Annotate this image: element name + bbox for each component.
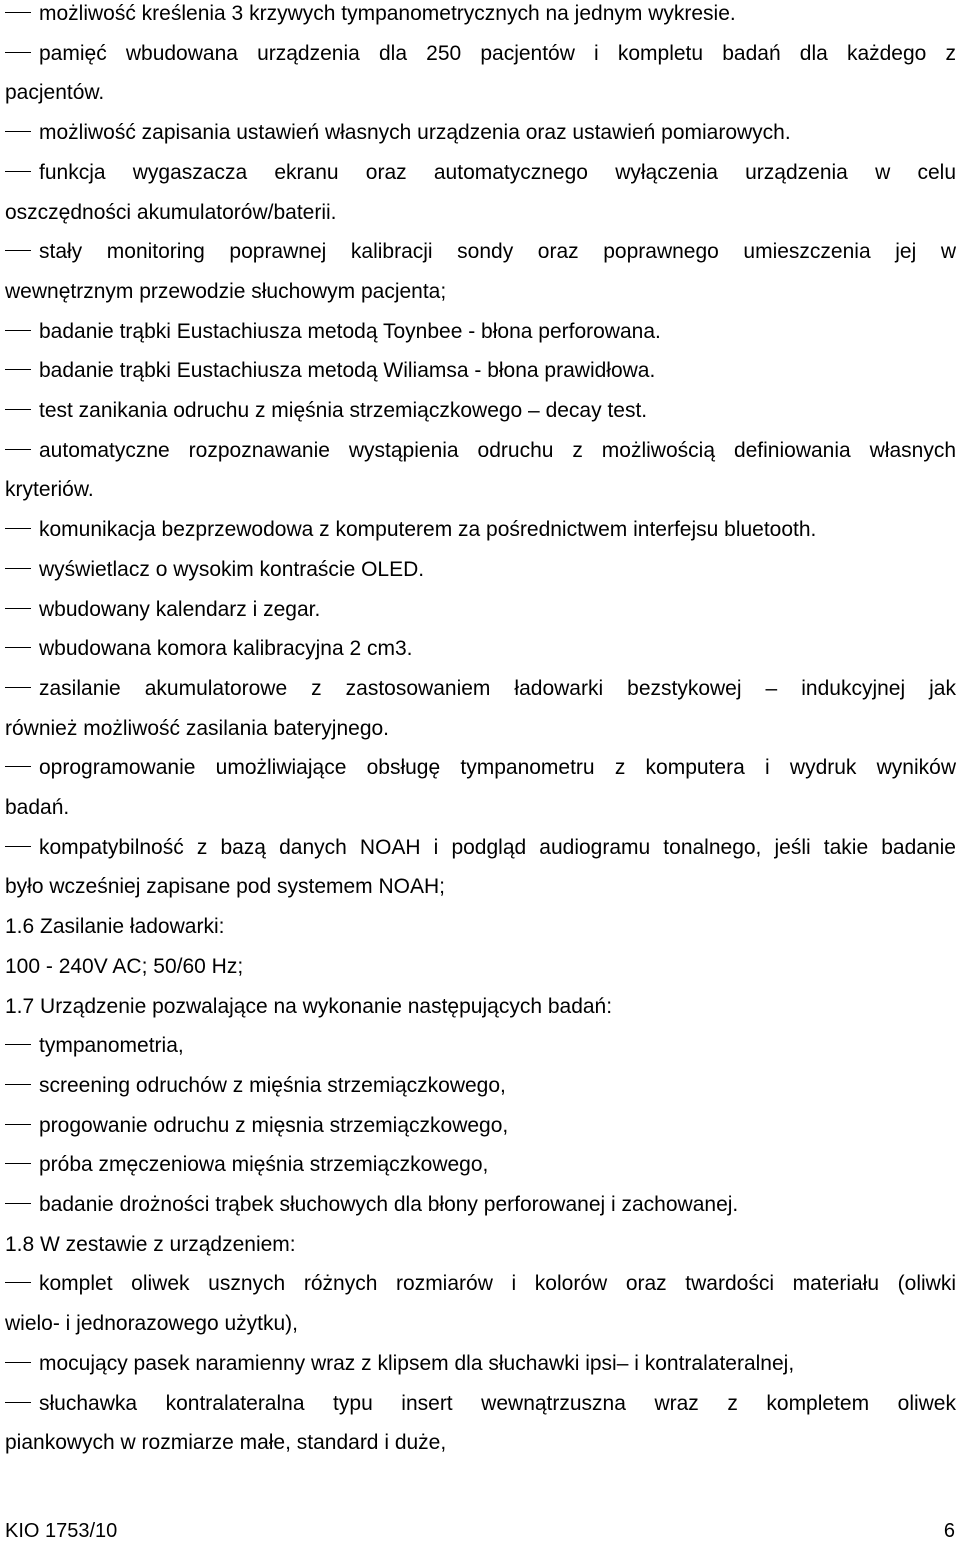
list-item-line	[5, 1271, 956, 1297]
footer-page-number: 6	[943, 1520, 955, 1542]
line-text: wewnętrznym przewodzie słuchowym pacjenta;	[5, 280, 447, 303]
list-item-line	[5, 319, 956, 345]
line-text: było wcześniej zapisane pod systemem NOAH;	[5, 875, 446, 898]
line-text: 1.6 Zasilanie ładowarki:	[5, 915, 225, 938]
text-line	[5, 994, 956, 1020]
list-item-line	[5, 160, 956, 186]
dash-bullet	[5, 52, 31, 53]
dash-bullet	[5, 608, 31, 609]
footer-doc-ref: KIO 1753/10	[5, 1520, 118, 1542]
dash-bullet	[5, 647, 31, 648]
line-text: zasilanie akumulatorowe z zastosowaniem ładowarki bezstykowej – indukcyjnej jak	[39, 677, 956, 700]
list-item-line	[5, 398, 956, 424]
dash-bullet	[5, 1044, 31, 1045]
list-item-line	[5, 1033, 956, 1059]
list-item-line	[5, 557, 956, 583]
line-text: mocujący pasek naramienny wraz z klipsem dla słuchawki ipsi– i kontralateralnej,	[39, 1352, 795, 1375]
text-line	[5, 1311, 956, 1337]
text-line	[5, 1232, 956, 1258]
line-text: 1.8 W zestawie z urządzeniem:	[5, 1233, 296, 1256]
list-item-line	[5, 1391, 956, 1417]
line-text: możliwość zapisania ustawień własnych urządzenia oraz ustawień pomiarowych.	[39, 121, 791, 144]
dash-bullet	[5, 687, 31, 688]
line-text: wielo- i jednorazowego użytku),	[5, 1312, 298, 1335]
dash-bullet	[5, 1203, 31, 1204]
line-text: komunikacja bezprzewodowa z komputerem za pośrednictwem interfejsu bluetooth.	[39, 518, 817, 541]
line-text: oprogramowanie umożliwiające obsługę tympanometru z komputera i wydruk wyników	[39, 756, 956, 779]
line-text: oszczędności akumulatorów/baterii.	[5, 201, 337, 224]
list-item-line	[5, 41, 956, 67]
line-text: stały monitoring poprawnej kalibracji sondy oraz poprawnego umieszczenia jej w	[39, 240, 956, 263]
dash-bullet	[5, 369, 31, 370]
dash-bullet	[5, 1402, 31, 1403]
dash-bullet	[5, 568, 31, 569]
line-text: również możliwość zasilania bateryjnego.	[5, 717, 390, 740]
line-text: tympanometria,	[39, 1034, 184, 1057]
text-line	[5, 716, 956, 742]
dash-bullet	[5, 528, 31, 529]
line-text: progowanie odruchu z mięsnia strzemiączkowego,	[39, 1114, 509, 1137]
list-item-line	[5, 636, 956, 662]
dash-bullet	[5, 449, 31, 450]
text-line	[5, 200, 956, 226]
line-text: piankowych w rozmiarze małe, standard i duże,	[5, 1431, 447, 1454]
dash-bullet	[5, 1282, 31, 1283]
text-line	[5, 80, 956, 106]
text-line	[5, 795, 956, 821]
line-text: screening odruchów z mięśnia strzemiączkowego,	[39, 1074, 506, 1097]
text-line	[5, 477, 956, 503]
text-line	[5, 1430, 956, 1456]
dash-bullet	[5, 171, 31, 172]
text-line	[5, 874, 956, 900]
dash-bullet	[5, 330, 31, 331]
line-text: test zanikania odruchu z mięśnia strzemiączkowego – decay test.	[39, 399, 648, 422]
list-item-line	[5, 517, 956, 543]
line-text: wbudowana komora kalibracyjna 2 cm3.	[39, 637, 413, 660]
list-item-line	[5, 1073, 956, 1099]
text-line	[5, 914, 956, 940]
list-item-line	[5, 755, 956, 781]
line-text: słuchawka kontralateralna typu insert wewnątrzuszna wraz z kompletem oliwek	[39, 1392, 956, 1415]
list-item-line	[5, 1351, 956, 1377]
line-text: komplet oliwek usznych różnych rozmiarów i kolorów oraz twardości materiału (oliwki	[39, 1272, 956, 1295]
line-text: pacjentów.	[5, 81, 105, 104]
line-text: próba zmęczeniowa mięśnia strzemiączkowego,	[39, 1153, 489, 1176]
list-item-line	[5, 1152, 956, 1178]
line-text: kompatybilność z bazą danych NOAH i podgląd audiogramu tonalnego, jeśli takie badanie	[39, 836, 956, 859]
line-text: automatyczne rozpoznawanie wystąpienia odruchu z możliwością definiowania własnych	[39, 439, 956, 462]
list-item-line	[5, 676, 956, 702]
list-item-line	[5, 1, 956, 27]
text-line	[5, 279, 956, 305]
line-text: kryteriów.	[5, 478, 94, 501]
line-text: wyświetlacz o wysokim kontraście OLED.	[39, 558, 425, 581]
list-item-line	[5, 358, 956, 384]
dash-bullet	[5, 131, 31, 132]
list-item-line	[5, 597, 956, 623]
dash-bullet	[5, 766, 31, 767]
list-item-line	[5, 438, 956, 464]
list-item-line	[5, 835, 956, 861]
list-item-line	[5, 120, 956, 146]
line-text: badanie drożności trąbek słuchowych dla błony perforowanej i zachowanej.	[39, 1193, 739, 1216]
dash-bullet	[5, 1163, 31, 1164]
dash-bullet	[5, 1362, 31, 1363]
line-text: 1.7 Urządzenie pozwalające na wykonanie następujących badań:	[5, 995, 613, 1018]
line-text: badań.	[5, 796, 70, 819]
line-text: wbudowany kalendarz i zegar.	[39, 598, 321, 621]
dash-bullet	[5, 846, 31, 847]
dash-bullet	[5, 1124, 31, 1125]
list-item-line	[5, 1113, 956, 1139]
line-text: funkcja wygaszacza ekranu oraz automatycznego wyłączenia urządzenia w celu	[39, 161, 956, 184]
list-item-line	[5, 239, 956, 265]
dash-bullet	[5, 1084, 31, 1085]
list-item-line	[5, 1192, 956, 1218]
line-text: badanie trąbki Eustachiusza metodą Toynbee - błona perforowana.	[39, 320, 661, 343]
line-text: badanie trąbki Eustachiusza metodą Wiliamsa - błona prawidłowa.	[39, 359, 656, 382]
dash-bullet	[5, 12, 31, 13]
line-text: pamięć wbudowana urządzenia dla 250 pacjentów i kompletu badań dla każdego z	[39, 42, 956, 65]
line-text: możliwość kreślenia 3 krzywych tympanometrycznych na jednym wykresie.	[39, 2, 736, 25]
text-line	[5, 954, 956, 980]
dash-bullet	[5, 409, 31, 410]
line-text: 100 - 240V AC; 50/60 Hz;	[5, 955, 244, 978]
dash-bullet	[5, 250, 31, 251]
